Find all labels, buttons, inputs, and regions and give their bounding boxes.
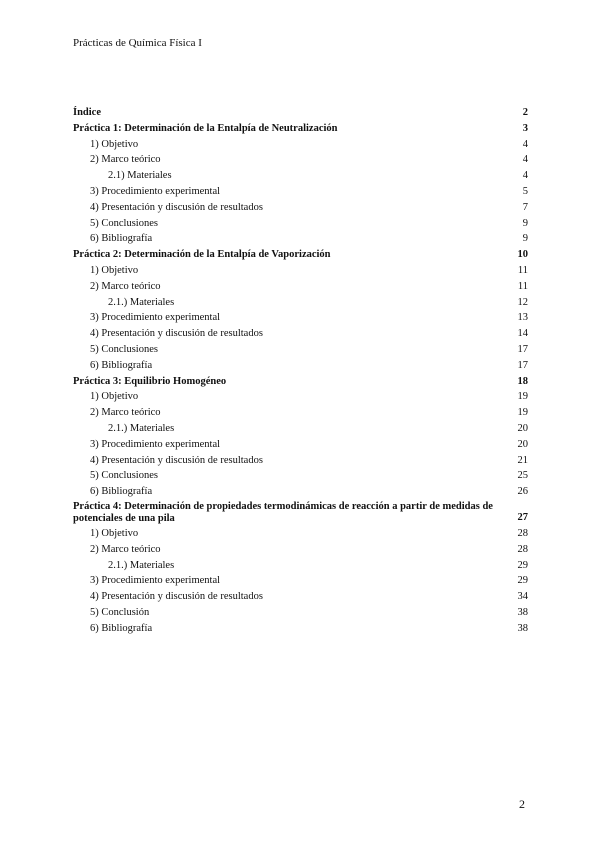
toc-entry-practica-3[interactable]	[73, 374, 528, 390]
toc-entry[interactable]	[73, 358, 528, 374]
toc-entry-title: 5) Conclusión	[90, 606, 150, 618]
toc-entry-page: 4	[522, 138, 528, 150]
toc-entry-page: 11	[517, 280, 528, 292]
toc-entry[interactable]	[73, 389, 528, 405]
toc-entry[interactable]	[73, 137, 528, 153]
toc-entry-page: 34	[517, 591, 528, 603]
toc-entry-page: 13	[517, 312, 528, 324]
toc-entry-title: 6) Bibliografía	[90, 486, 153, 498]
toc-entry[interactable]	[73, 526, 528, 542]
toc-entry-page: 9	[522, 217, 528, 229]
toc-entry-title: Práctica 4: Determinación de propiedades termodinámicas de reacción a partir de medidas de potenciales de una pila	[73, 500, 493, 525]
toc-entry-title: 2) Marco teórico	[90, 154, 161, 166]
toc-entry-page: 29	[517, 575, 528, 587]
toc-entry[interactable]	[73, 421, 528, 437]
toc-entry[interactable]	[73, 621, 528, 637]
toc-entry-title: 4) Presentación y discusión de resultados	[90, 328, 263, 340]
toc-entry[interactable]	[73, 200, 528, 216]
toc-entry-title: 2.1.) Materiales	[108, 559, 175, 571]
toc-entry[interactable]	[73, 453, 528, 469]
toc-entry[interactable]	[73, 168, 528, 184]
toc-entry-page: 12	[517, 296, 528, 308]
toc-entry-title: 2) Marco teórico	[90, 280, 161, 292]
toc-entry[interactable]	[73, 231, 528, 247]
toc-entry-title: 3) Procedimiento experimental	[90, 575, 221, 587]
toc-entry-title: 2.1.) Materiales	[108, 422, 175, 434]
toc-entry-page: 19	[517, 407, 528, 419]
toc-entry-title: 4) Presentación y discusión de resultados	[90, 454, 263, 466]
toc-entry-practica-4[interactable]	[73, 500, 528, 526]
toc-entry-page: 20	[517, 438, 528, 450]
toc-entry[interactable]	[73, 468, 528, 484]
toc-entry-practica-1[interactable]	[73, 121, 528, 137]
toc-entry[interactable]	[73, 279, 528, 295]
toc-entry-page: 28	[517, 543, 528, 555]
toc-entry-practica-2[interactable]	[73, 247, 528, 263]
toc-entry-page: 25	[517, 470, 528, 482]
toc-entry-page: 9	[522, 233, 528, 245]
toc-entry-page: 38	[517, 606, 528, 618]
toc-entry-page: 4	[522, 154, 528, 166]
toc-entry[interactable]	[73, 484, 528, 500]
toc-entry-page: 20	[517, 422, 528, 434]
toc-entry-title: 2) Marco teórico	[90, 407, 161, 419]
toc-entry-title: 2.1) Materiales	[108, 170, 172, 182]
toc-entry[interactable]	[73, 326, 528, 342]
toc-entry[interactable]	[73, 295, 528, 311]
toc-entry-page: 38	[517, 622, 528, 634]
toc-entry[interactable]	[73, 542, 528, 558]
toc-entry[interactable]	[73, 216, 528, 232]
toc-entry-indice[interactable]	[73, 105, 528, 121]
toc-entry[interactable]	[73, 405, 528, 421]
toc-entry-title: 2) Marco teórico	[90, 543, 161, 555]
toc-entry-page: 11	[517, 264, 528, 276]
toc-entry-title: 6) Bibliografía	[90, 233, 153, 245]
toc-entry-page: 3	[522, 122, 528, 134]
toc-entry[interactable]	[73, 342, 528, 358]
table-of-contents	[73, 105, 528, 637]
toc-entry[interactable]	[73, 573, 528, 589]
toc-entry[interactable]	[73, 184, 528, 200]
toc-entry-page: 27	[517, 512, 528, 524]
toc-entry-title: 2.1.) Materiales	[108, 296, 175, 308]
toc-entry-title: 5) Conclusiones	[90, 343, 158, 355]
toc-entry-title: Índice	[73, 107, 102, 118]
toc-entry-page: 21	[517, 454, 528, 466]
toc-entry-page: 2	[522, 107, 528, 118]
toc-entry-title: 3) Procedimiento experimental	[90, 185, 221, 197]
toc-entry-page: 29	[517, 559, 528, 571]
toc-entry-page: 10	[517, 249, 528, 261]
toc-entry-title: 1) Objetivo	[90, 391, 139, 403]
toc-entry-title: 1) Objetivo	[90, 138, 139, 150]
toc-entry-title: 6) Bibliografía	[90, 622, 153, 634]
toc-entry[interactable]	[73, 589, 528, 605]
toc-entry-title: Práctica 1: Determinación de la Entalpía de Neutralización	[73, 122, 338, 134]
toc-entry-page: 18	[517, 375, 528, 387]
toc-entry[interactable]	[73, 310, 528, 326]
running-header: Prácticas de Química Física I	[73, 37, 202, 49]
toc-entry[interactable]	[73, 558, 528, 574]
toc-entry-title: 1) Objetivo	[90, 264, 139, 276]
toc-entry[interactable]	[73, 263, 528, 279]
toc-entry-title: 4) Presentación y discusión de resultados	[90, 591, 263, 603]
toc-entry-title: 1) Objetivo	[90, 527, 139, 539]
toc-entry-title: Práctica 3: Equilibrio Homogéneo	[73, 375, 227, 387]
page-number: 2	[519, 797, 525, 811]
toc-entry-page: 4	[522, 170, 528, 182]
toc-entry-title: 6) Bibliografía	[90, 359, 153, 371]
toc-entry-title: 3) Procedimiento experimental	[90, 312, 221, 324]
toc-entry-page: 14	[517, 328, 528, 340]
toc-entry[interactable]	[73, 437, 528, 453]
toc-entry-page: 19	[517, 391, 528, 403]
toc-entry-page: 5	[522, 185, 528, 197]
toc-entry-title: 4) Presentación y discusión de resultados	[90, 201, 263, 213]
toc-entry-page: 17	[517, 343, 528, 355]
toc-entry[interactable]	[73, 152, 528, 168]
toc-entry-title: 5) Conclusiones	[90, 470, 158, 482]
toc-entry-title: Práctica 2: Determinación de la Entalpía de Vaporización	[73, 249, 331, 261]
toc-entry-title: 3) Procedimiento experimental	[90, 438, 221, 450]
toc-entry-title: 5) Conclusiones	[90, 217, 158, 229]
toc-entry-page: 17	[517, 359, 528, 371]
toc-entry-page: 28	[517, 527, 528, 539]
toc-entry-page: 26	[517, 486, 528, 498]
toc-entry[interactable]	[73, 605, 528, 621]
toc-entry-page: 7	[522, 201, 528, 213]
